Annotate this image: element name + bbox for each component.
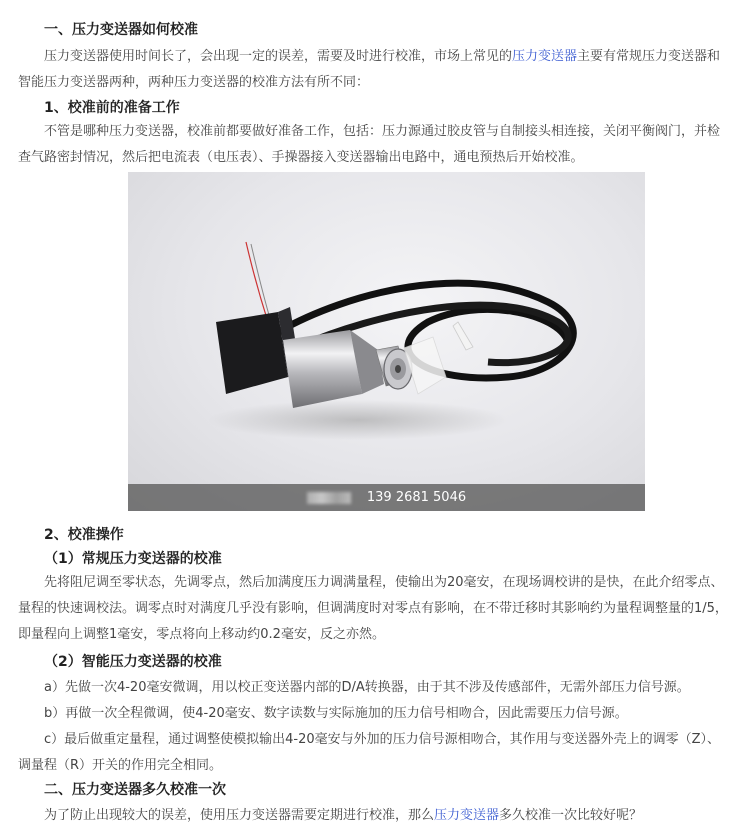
ops-heading: 2、校准操作: [44, 527, 124, 543]
pressure-transmitter-link-2[interactable]: 压力变送器: [434, 808, 500, 823]
conventional-heading: （1）常规压力变送器的校准: [44, 551, 222, 567]
last-paragraph: [18, 803, 732, 829]
phone-number: 139 2681 5046: [366, 490, 467, 505]
section-1-heading: 一、压力变送器如何校准: [44, 22, 198, 38]
prep-heading: 1、校准前的准备工作: [44, 100, 180, 116]
smart-step-a: a）先做一次4-20毫安微调，用以校正变送器内部的D/A转换器，由于其不涉及传感部件，无需外部压力信号源。: [44, 680, 690, 695]
intro-paragraph: [18, 44, 732, 96]
image-caption-bar: [128, 484, 645, 511]
pressure-transmitter-illustration: [128, 172, 645, 511]
blurred-text: [307, 492, 351, 504]
product-photo: [128, 172, 645, 511]
intro-text-b: 主要有常规压力变送器和智能压力变送器两种，两种压力变送器的校准方法有所不同：: [18, 49, 721, 90]
section-2-heading: 二、压力变送器多久校准一次: [44, 782, 226, 798]
prep-paragraph: 不管是哪种压力变送器，校准前都要做好准备工作，包括：压力源通过胶皮管与自制接头相连接，关闭平衡阀门，并检查气路密封情况，然后把电流表（电压表）、手操器接入变送器输出电路中，通电预热后开始校准。: [18, 124, 721, 165]
smart-step-c: c）最后做重定量程，通过调整使模拟输出4-20毫安与外加的压力信号源相吻合，其作用与变送器外壳上的调零（Z）、调量程（R）开关的作用完全相同。: [18, 732, 721, 773]
last-text-a: 为了防止出现较大的误差，使用压力变送器需要定期进行校准，那么: [44, 808, 435, 823]
smart-step-b: b）再做一次全程微调，使4-20毫安、数字读数与实际施加的压力信号相吻合，因此需要压力信号源。: [44, 706, 628, 721]
last-text-b: 多久校准一次比较好呢？: [499, 808, 643, 823]
intro-text-a: 压力变送器使用时间长了，会出现一定的误差，需要及时进行校准，市场上常见的: [44, 49, 513, 64]
smart-heading: （2）智能压力变送器的校准: [44, 654, 222, 670]
pressure-transmitter-link[interactable]: 压力变送器: [512, 49, 578, 64]
conventional-paragraph: 先将阻尼调至零状态，先调零点，然后加满度压力调满量程，使输出为20毫安，在现场调校讲的是快，在此介绍零点、量程的快速调校法。调零点时对满度几乎没有影响，但调满度时对零点有影响，在不带迁移时其影响约为量程调整量的1/5，即量程向上调整1毫安，零点将向上移动约0.2毫安，反之亦然。: [18, 575, 728, 642]
